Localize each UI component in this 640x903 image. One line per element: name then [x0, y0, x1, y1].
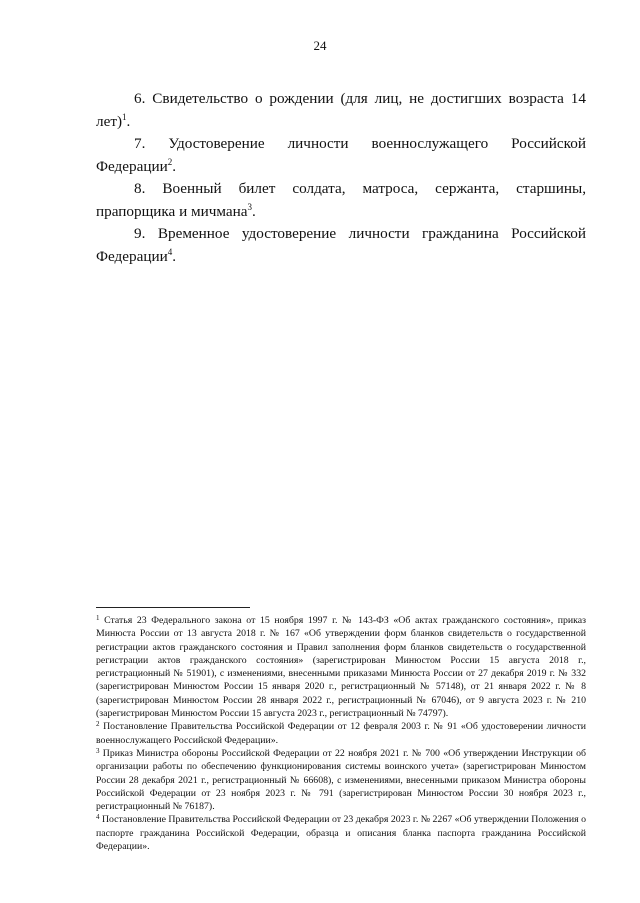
- footnote-text: Статья 23 Федерального закона от 15 ноября 1997 г. № 143-ФЗ «Об актах гражданского состояния», приказ Минюста России от 13 августа 2018 г. № 167 «Об утверждении форм бланков свидетельств о государственной регистрации актов гражданского состояния и Правил заполнения форм бланков свидетельств о государственной регистрации актов гражданского состояния» (зарегистрирован Минюстом России 15 августа 2018 г., регистрационный № 51901), с изменениями, внесенными приказами Минюста России от 27 декабря 2019 г. № 332 (зарегистрирован Минюстом России 15 января 2020 г., регистрационный № 57148), от 21 января 2022 г. № 8 (зарегистрирован Минюстом России 28 января 2022 г., регистрационный № 67046), от 9 августа 2023 г. № 210 (зарегистрирован Минюстом России 15 августа 2023 г., регистрационный № 74797).: [96, 615, 587, 720]
- footnote: [96, 720, 586, 747]
- list-item: [96, 133, 586, 178]
- footnote: [96, 747, 586, 813]
- list-item: [96, 223, 586, 268]
- footnote-number: 2: [96, 720, 100, 729]
- list-item: [96, 88, 586, 133]
- list-item: [96, 178, 586, 223]
- list-item-text: 7. Удостоверение личности военнослужащего Российской Федерации: [96, 135, 586, 175]
- footnote-ref: 4: [167, 246, 173, 257]
- footnote-ref: 1: [122, 111, 127, 122]
- footnote-number: 4: [96, 813, 100, 822]
- list-item-tail: .: [172, 247, 177, 265]
- list-item-tail: .: [126, 112, 131, 130]
- footnote: [96, 813, 586, 853]
- footnote-ref: 2: [167, 156, 173, 167]
- footnote-divider: [96, 607, 250, 608]
- footnote-ref: 3: [247, 201, 253, 212]
- document-list: [96, 88, 586, 268]
- footnote-number: 1: [96, 614, 100, 622]
- page-number: 24: [313, 38, 327, 53]
- list-item-tail: .: [252, 202, 256, 220]
- footnote-text: Постановление Правительства Российской Федерации от 12 февраля 2003 г. № 91 «Об удостоверении личности военнослужащего Российской Федерации».: [96, 721, 586, 746]
- list-item-tail: .: [172, 157, 177, 175]
- list-item-text: 6. Свидетельство о рождении (для лиц, не достигших возраста 14 лет): [96, 90, 586, 130]
- footnote-number: 3: [96, 746, 100, 755]
- footnotes: [96, 614, 586, 853]
- list-item-text: 9. Временное удостоверение личности гражданина Российской Федерации: [96, 225, 586, 265]
- footnote-text: Постановление Правительства Российской Федерации от 23 декабря 2023 г. № 2267 «Об утверждении Положения о паспорте гражданина Российской Федерации, образца и описания бланка паспорта гражданина Российской Федерации».: [96, 814, 586, 853]
- footnote-text: Приказ Министра обороны Российской Федерации от 22 ноября 2021 г. № 700 «Об утверждении Инструкции об организации работы по обеспечению функционирования системы воинского учета» (зарегистрирован Минюстом России 28 декабря 2021 г., регистрационный № 66608), с изменениями, внесенными приказом Министра обороны Российской Федерации от 23 ноября 2023 г. № 791 (зарегистрирован Минюстом России 30 ноября 2023 г., регистрационный № 76187).: [96, 747, 586, 813]
- list-item-text: 8. Военный билет солдата, матроса, сержанта, старшины, прапорщика и мичмана: [96, 180, 586, 220]
- footnote: [96, 614, 586, 720]
